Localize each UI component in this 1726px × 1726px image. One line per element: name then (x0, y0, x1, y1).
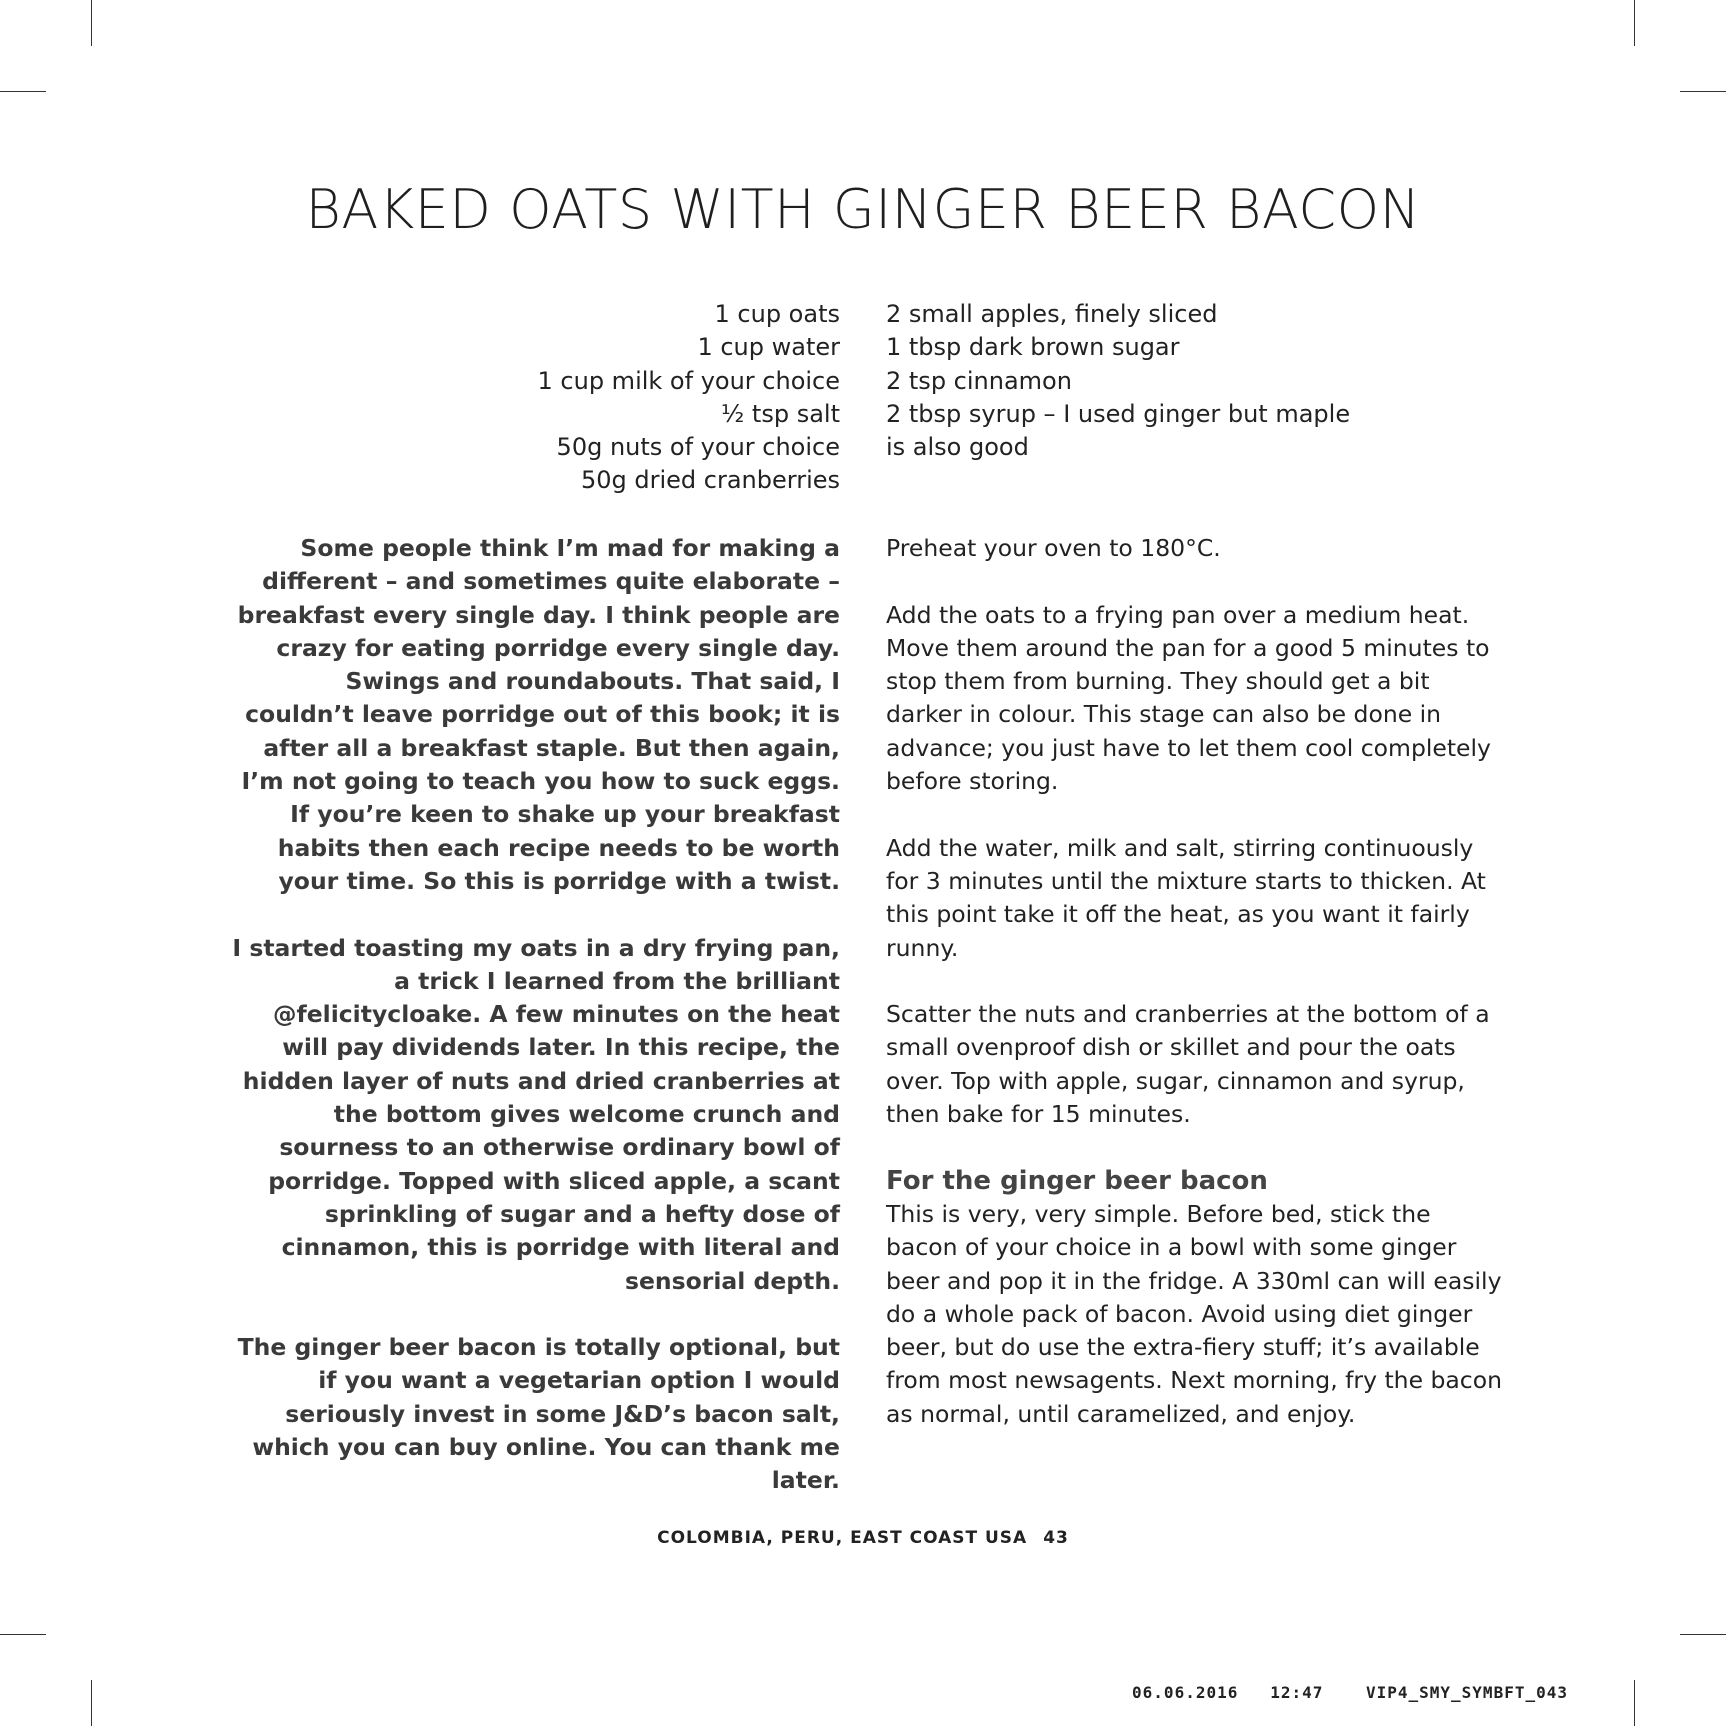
ingredient-item: 2 small apples, finely sliced (886, 300, 1218, 328)
ingredient-item: 2 tbsp syrup – I used ginger but maple (886, 399, 1351, 428)
page-number: 43 (1043, 1528, 1069, 1548)
ingredient-item: 1 cup water (697, 333, 840, 362)
intro-text (230, 532, 840, 1531)
slug-code: VIP4_SMY_SYMBFT_043 (1365, 1683, 1568, 1702)
ingredient-item: 2 tsp cinnamon (886, 366, 1072, 395)
recipe-title: BAKED OATS WITH GINGER BEER BACON (305, 178, 1421, 241)
intro-paragraph: I started toasting my oats in a dry frying pan, a trick I learned from the brilliant @felicitycloake. A few minutes on the heat will pay dividends later. In this recipe, the hidden layer of nuts and dried cranberries at the bottom gives welcome crunch and sourness to an otherwise ordinary bowl of porridge. Topped with sliced apple, a scant sprinkling of sugar and a hefty dose of cinnamon, this is porridge with literal and sensorial depth. (232, 933, 840, 1295)
ingredients-right (886, 298, 1506, 464)
ingredient-item: 1 cup oats (714, 300, 840, 328)
crop-mark (1634, 0, 1635, 46)
crop-mark (0, 91, 46, 92)
print-slug (1132, 1683, 1568, 1702)
crop-mark (1634, 1680, 1635, 1726)
method-step: Scatter the nuts and cranberries at the bottom of a small ovenproof dish or skillet and pour the oats over. Top with apple, sugar, cinnamon and syrup, then bake for 15 minutes. (886, 1000, 1490, 1129)
method-step: Add the water, milk and salt, stirring continuously for 3 minutes until the mixture starts to thicken. At this point take it off the heat, as you want it fairly runny. (886, 833, 1486, 962)
intro-paragraph: Some people think I’m mad for making a different – and sometimes quite elaborate – breakfast every single day. I think people are crazy for eating porridge every single day. Swings and roundabouts. That said, I couldn’t leave porridge out of this book; it is after all a breakfast staple. But then again, I’m not going to teach you how to suck eggs. If you’re keen to shake up your breakfast habits then each recipe needs to be worth your time. So this is porridge with a twist. (237, 534, 840, 895)
slug-date: 06.06.2016 (1132, 1683, 1239, 1702)
bacon-heading: For the ginger beer bacon (886, 1165, 1268, 1196)
bacon-paragraph: This is very, very simple. Before bed, stick the bacon of your choice in a bowl with some ginger beer and pop it in the fridge. A 330ml can will easily do a whole pack of bacon. Avoid using diet ginger beer, but do use the extra-fiery stuff; it’s available from most newsagents. Next morning, fry the bacon as normal, until caramelized, and enjoy. (886, 1199, 1503, 1428)
ingredient-item: is also good (886, 433, 1029, 462)
section-name: COLOMBIA, PERU, EAST COAST USA (657, 1528, 1028, 1548)
slug-time: 12:47 (1270, 1683, 1324, 1702)
ingredient-item: ½ tsp salt (721, 399, 840, 428)
ingredient-item: 1 cup milk of your choice (537, 366, 840, 395)
ingredients-left (230, 298, 840, 498)
intro-paragraph: The ginger beer bacon is totally optional, but if you want a vegetarian option I would seriously invest in some J&D’s bacon salt, which you can buy online. You can thank me later. (237, 1333, 840, 1495)
crop-mark (0, 1634, 46, 1635)
crop-mark (91, 0, 92, 46)
ingredient-item: 1 tbsp dark brown sugar (886, 333, 1180, 362)
method-step: Add the oats to a frying pan over a medium heat. Move them around the pan for a good 5 minutes to stop them from burning. They should get a bit darker in colour. This stage can also be done in advance; you just have to let them cool completely before storing. (886, 600, 1491, 796)
ingredient-item: 50g dried cranberries (580, 466, 840, 495)
page-footer (0, 1528, 1726, 1548)
crop-mark (1680, 1634, 1726, 1635)
method-text (886, 532, 1506, 1431)
crop-mark (91, 1680, 92, 1726)
crop-mark (1680, 91, 1726, 92)
ingredient-item: 50g nuts of your choice (556, 433, 840, 462)
method-step: Preheat your oven to 180°C. (886, 534, 1221, 562)
